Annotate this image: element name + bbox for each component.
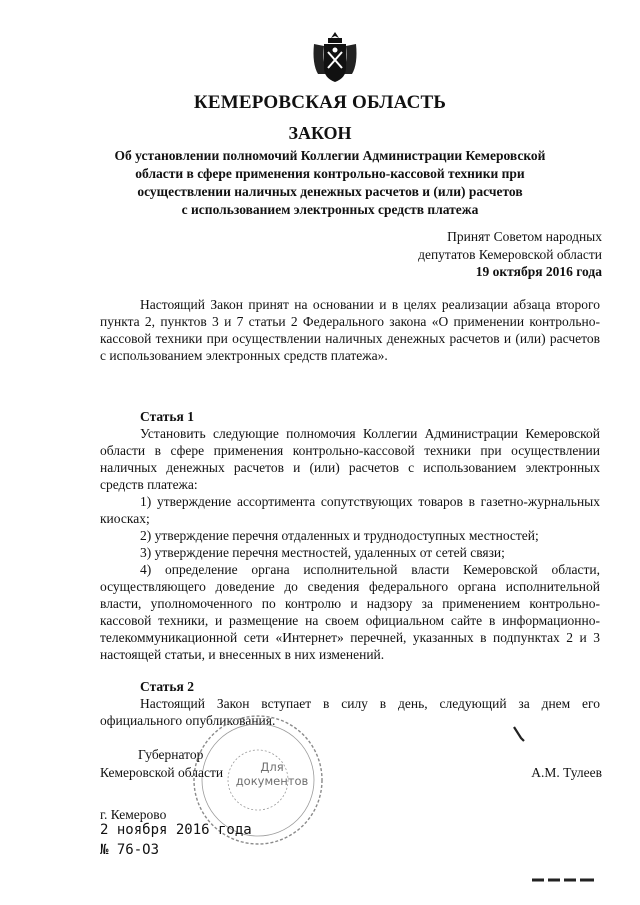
stamp-label-line: документов [235,774,309,788]
adoption-date: 19 октября 2016 года [475,264,602,279]
law-title-line: с использованием электронных средств платежа [181,202,479,217]
law-title [100,147,560,219]
adoption-block [418,228,602,281]
stamp-label [232,760,312,788]
preamble-text: Настоящий Закон принят на основании и в целях реализации абзаца второго пункта 2, пунктов 3 и 7 статьи 2 Федерального закона «О применении контрольно-кассовой техники при осуществлении наличных денежных расчетов и (или) расчетов с использованием электронных средств платежа». [100,297,600,363]
adoption-line: депутатов Кемеровской области [418,246,602,262]
article-title: Статья 2 [140,679,194,694]
stamp-label-line: Для [260,760,284,774]
law-title-line: осуществлении наличных денежных расчетов и (или) расчетов [137,184,523,199]
article-title: Статья 1 [140,409,194,424]
article-1 [100,408,600,663]
pen-mark-icon [512,726,526,742]
article-item: 2) утверждение перечня отдаленных и труднодоступных местностей; [140,528,539,543]
article-text: Настоящий Закон вступает в силу в день, следующий за днем его официального опубликования. [100,696,600,728]
law-title-line: области в сфере применения контрольно-кассовой техники при [135,166,525,181]
adoption-line: Принят Советом народных [447,229,602,244]
signatory-title: Губернатор [138,747,204,762]
signing-city: г. Кемерово [100,807,167,822]
serial-number-fragment-icon [530,870,600,882]
article-item: 3) утверждение перечня местностей, удаленных от сетей связи; [140,545,505,560]
signatory-region: Кемеровской области [100,765,224,780]
law-number: № 76-ОЗ [100,842,160,858]
article-2 [100,678,600,729]
article-intro: Установить следующие полномочия Коллегии Администрации Кемеровской области в сфере применения контрольно-кассовой техники при осуществлении наличных денежных расчетов и (или) расчетов с использованием электронных средств платежа: [100,426,600,492]
signing-date: 2 ноября 2016 года [100,822,252,838]
article-item: 4) определение органа исполнительной власти Кемеровской области, осуществляющего доведение до сведения федерального органа исполнительной власти, уполномоченного по контролю и надзору за применением контрольно-кассовой техники, и размещение на своем официальном сайте в информационно-телекоммуникационной сети «Интернет» перечней, указанных в подпунктах 2 и 3 настоящей статьи, и внесенных в них изменений. [100,562,600,662]
law-title-line: Об установлении полномочий Коллегии Администрации Кемеровской [114,148,546,163]
region-name: КЕМЕРОВСКАЯ ОБЛАСТЬ [193,92,447,113]
coat-of-arms-icon [308,30,362,84]
signatory-name: А.М. Тулеев [531,765,602,780]
article-item: 1) утверждение ассортимента сопутствующих товаров в газетно-журнальных киосках; [100,494,600,526]
document-type: ЗАКОН [288,123,352,143]
preamble [100,296,600,364]
